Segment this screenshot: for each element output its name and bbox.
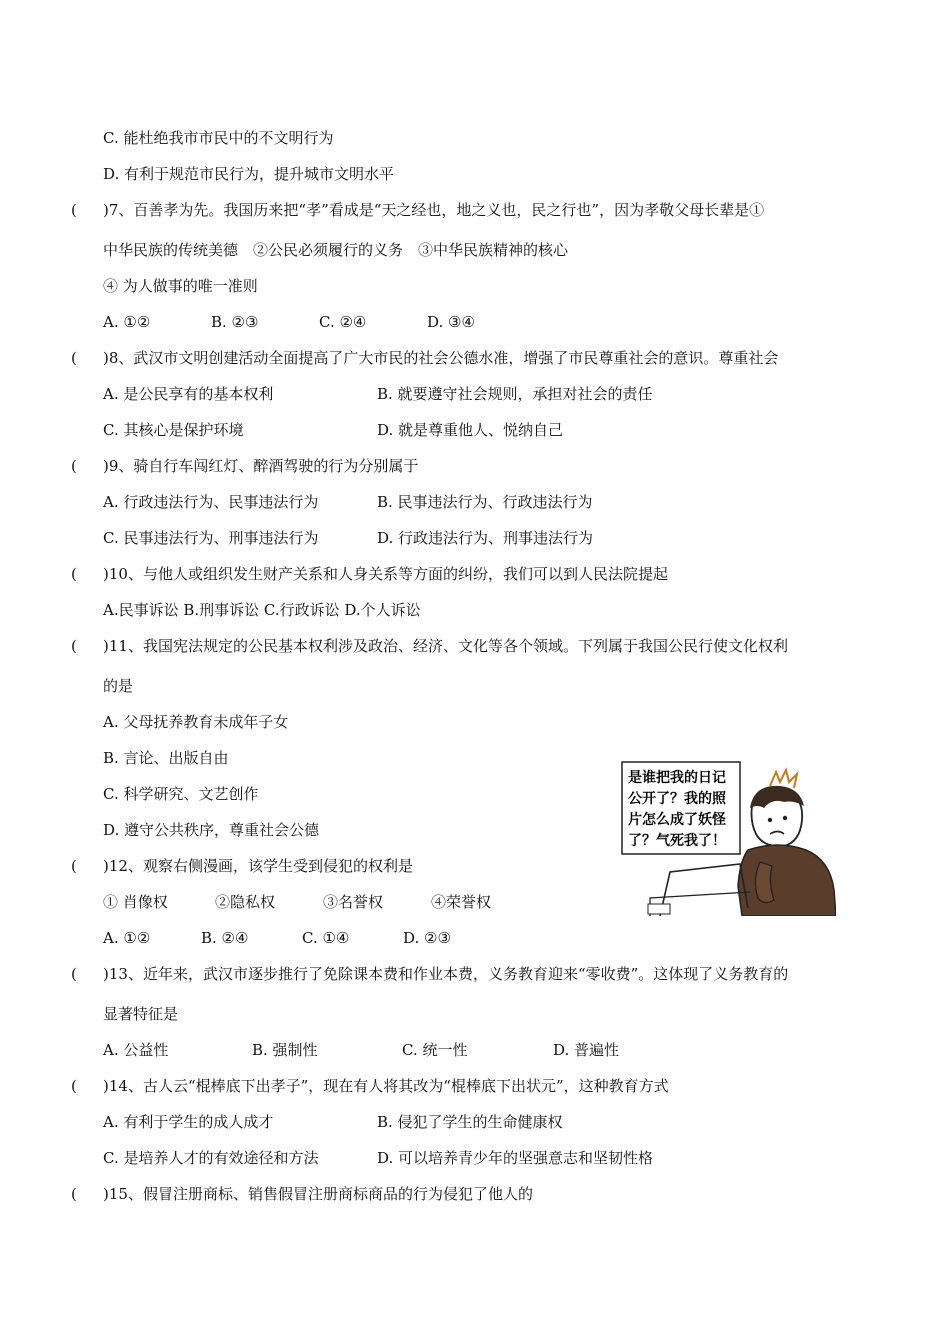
question-7-cont: ④ 为人做事的唯一准则 (103, 277, 258, 295)
answer-paren: ( (71, 457, 77, 475)
answer-paren: ( (71, 637, 77, 655)
question-9: )9、骑自行车闯红灯、醉酒驾驶的行为分别属于 (103, 457, 419, 475)
option-c: C. ①④ (302, 929, 350, 947)
speech-line: 是谁把我的日记 (628, 770, 726, 786)
option-d: D. 就是尊重他人、悦纳自己 (377, 421, 564, 439)
question-13: )13、近年来，武汉市逐步推行了免除课本费和作业本费，义务教育迎来“零收费”。这体现了义务教育的 (103, 965, 789, 983)
question-14: )14、古人云“棍棒底下出孝子”，现在有人将其改为“棍棒底下出状元”，这种教育方式 (103, 1077, 669, 1095)
option-a: A. 行政违法行为、民事违法行为 (103, 493, 319, 511)
cartoon-illustration (620, 758, 836, 916)
option-d: D. ③④ (427, 313, 475, 331)
answer-paren: ( (71, 565, 77, 583)
speech-line: 片怎么成了妖怪 (628, 812, 726, 828)
option-b: B. 强制性 (252, 1041, 318, 1059)
speech-line: 了？气死我了！ (628, 833, 726, 849)
option-d: D. 可以培养青少年的坚强意志和坚韧性格 (377, 1149, 654, 1167)
option-a: A. 父母抚养教育未成年子女 (103, 713, 289, 731)
option-d: D. 行政违法行为、刑事违法行为 (377, 529, 594, 547)
option-a: A. ①② (103, 313, 151, 331)
question-10-options: A.民事诉讼 B.刑事诉讼 C.行政诉讼 D.个人诉讼 (103, 601, 421, 619)
option-b: B. ②④ (201, 929, 249, 947)
right-item: ③名誉权 (323, 893, 384, 911)
option-b: B. 侵犯了学生的生命健康权 (377, 1113, 563, 1131)
option-c: C. 科学研究、文艺创作 (103, 785, 259, 803)
question-12: )12、观察右侧漫画，该学生受到侵犯的权利是 (103, 857, 413, 875)
option-b: B. 民事违法行为、行政违法行为 (377, 493, 593, 511)
option-a: A. 公益性 (103, 1041, 169, 1059)
answer-paren: ( (71, 1077, 77, 1095)
question-7: )7、百善孝为先。我国历来把“孝”看成是“天之经也，地之义也，民之行也”，因为孝敬父母长辈是① (103, 201, 765, 219)
speech-line: 公开了？我的照 (628, 791, 726, 807)
option-a: A. 有利于学生的成人成才 (103, 1113, 274, 1131)
right-item: ① 肖像权 (103, 893, 168, 911)
option-b: B. 言论、出版自由 (103, 749, 229, 767)
option-line: D. 有利于规范市民行为，提升城市文明水平 (103, 165, 395, 183)
cartoon-drawing (620, 758, 836, 916)
answer-paren: ( (71, 349, 77, 367)
option-c: C. ②④ (319, 313, 367, 331)
option-c: C. 是培养人才的有效途径和方法 (103, 1149, 319, 1167)
right-item: ④荣誉权 (431, 893, 492, 911)
option-d: D. 普遍性 (553, 1041, 620, 1059)
answer-paren: ( (71, 857, 77, 875)
answer-paren: ( (71, 965, 77, 983)
question-10: )10、与他人或组织发生财产关系和人身关系等方面的纠纷，我们可以到人民法院提起 (103, 565, 668, 583)
question-11-cont: 的是 (103, 677, 134, 695)
option-b: B. ②③ (211, 313, 259, 331)
option-d: D. ②③ (403, 929, 451, 947)
option-a: A. 是公民享有的基本权利 (103, 385, 274, 403)
answer-paren: ( (71, 1185, 77, 1203)
question-7-cont: 中华民族的传统美德 ②公民必须履行的义务 ③中华民族精神的核心 (103, 241, 569, 259)
question-11: )11、我国宪法规定的公民基本权利涉及政治、经济、文化等各个领域。下列属于我国公民行使文化权利 (103, 637, 788, 655)
option-line: C. 能杜绝我市市民中的不文明行为 (103, 129, 334, 147)
question-15: )15、假冒注册商标、销售假冒注册商标商品的行为侵犯了他人的 (103, 1185, 533, 1203)
question-8: )8、武汉市文明创建活动全面提高了广大市民的社会公德水准，增强了市民尊重社会的意识。尊重社会 (103, 349, 779, 367)
option-c: C. 民事违法行为、刑事违法行为 (103, 529, 319, 547)
option-b: B. 就要遵守社会规则，承担对社会的责任 (377, 385, 653, 403)
right-item: ②隐私权 (215, 893, 276, 911)
option-c: C. 其核心是保护环境 (103, 421, 244, 439)
option-c: C. 统一性 (402, 1041, 468, 1059)
question-13-cont: 显著特征是 (103, 1005, 179, 1023)
option-d: D. 遵守公共秩序，尊重社会公德 (103, 821, 320, 839)
option-a: A. ①② (103, 929, 151, 947)
answer-paren: ( (71, 201, 77, 219)
